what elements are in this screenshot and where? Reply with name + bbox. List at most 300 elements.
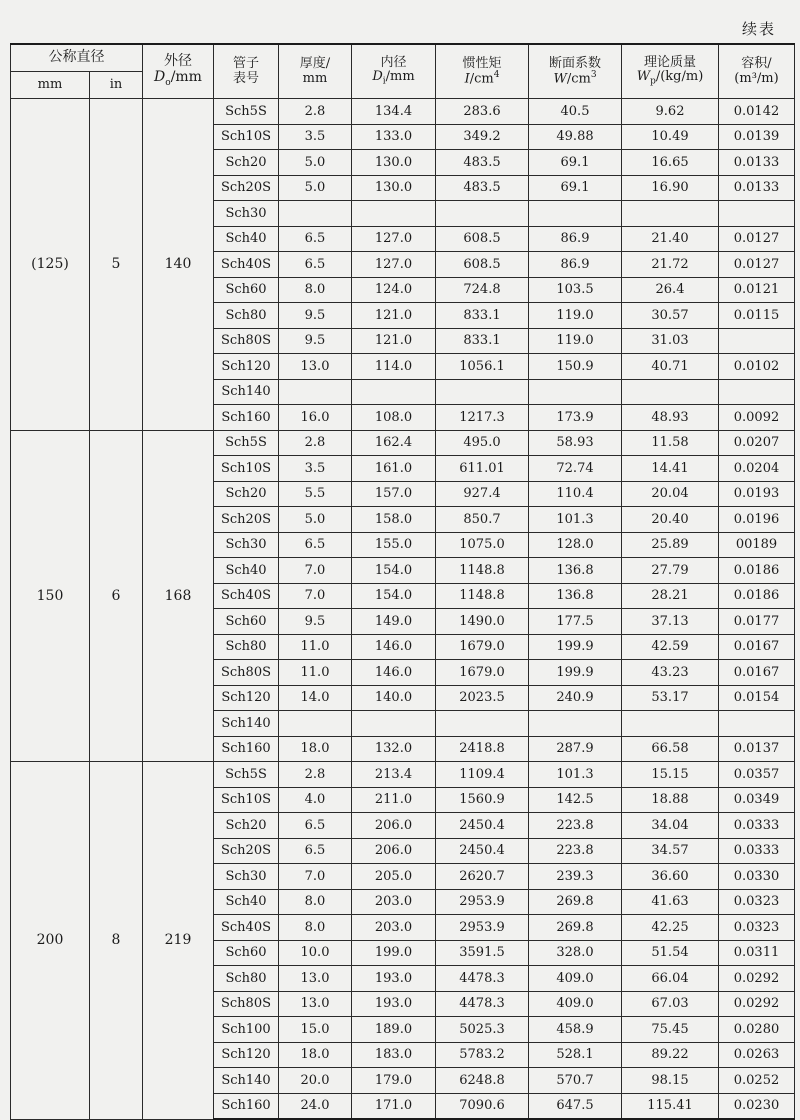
- cell-volume: 0.0121: [719, 277, 795, 303]
- cell-schedule: Sch40S: [214, 252, 279, 278]
- cell-inner-diameter: 211.0: [352, 787, 436, 813]
- cell-inertia: 2023.5: [436, 685, 529, 711]
- header-nominal-diameter: 公称直径: [11, 44, 143, 72]
- header-thickness: 厚度/ mm: [279, 44, 352, 99]
- cell-schedule: Sch5S: [214, 99, 279, 125]
- cell-inertia: 833.1: [436, 328, 529, 354]
- cell-inertia: 833.1: [436, 303, 529, 329]
- cell-thickness: 2.8: [279, 762, 352, 788]
- cell-thickness: 3.5: [279, 124, 352, 150]
- cell-volume: [719, 711, 795, 737]
- cell-mass: 37.13: [622, 609, 719, 635]
- cell-mass: 21.72: [622, 252, 719, 278]
- cell-thickness: 13.0: [279, 354, 352, 380]
- cell-mass: [622, 379, 719, 405]
- cell-section-modulus: 136.8: [529, 558, 622, 584]
- group-nominal-mm: (125): [11, 99, 90, 431]
- cell-mass: 53.17: [622, 685, 719, 711]
- cell-section-modulus: 647.5: [529, 1093, 622, 1119]
- cell-volume: 0.0167: [719, 634, 795, 660]
- cell-inner-diameter: 130.0: [352, 175, 436, 201]
- group-nominal-in: 5: [90, 99, 143, 431]
- cell-inertia: 850.7: [436, 507, 529, 533]
- cell-inner-diameter: 157.0: [352, 481, 436, 507]
- cell-thickness: 20.0: [279, 1068, 352, 1094]
- cell-mass: 48.93: [622, 405, 719, 431]
- cell-section-modulus: 69.1: [529, 175, 622, 201]
- cell-mass: 51.54: [622, 940, 719, 966]
- group-nominal-mm: 200: [11, 762, 90, 1120]
- cell-inertia: [436, 379, 529, 405]
- cell-section-modulus: 409.0: [529, 991, 622, 1017]
- cell-inertia: 1056.1: [436, 354, 529, 380]
- cell-volume: 0.0186: [719, 558, 795, 584]
- cell-mass: 20.04: [622, 481, 719, 507]
- cell-inner-diameter: 146.0: [352, 660, 436, 686]
- header-mm: mm: [11, 72, 90, 99]
- cell-volume: 0.0323: [719, 915, 795, 941]
- cell-mass: 10.49: [622, 124, 719, 150]
- cell-inner-diameter: 124.0: [352, 277, 436, 303]
- cell-inertia: 1148.8: [436, 558, 529, 584]
- cell-schedule: Sch40: [214, 558, 279, 584]
- cell-schedule: Sch80S: [214, 660, 279, 686]
- cell-inner-diameter: 206.0: [352, 838, 436, 864]
- cell-section-modulus: [529, 711, 622, 737]
- cell-section-modulus: 58.93: [529, 430, 622, 456]
- cell-mass: 16.65: [622, 150, 719, 176]
- cell-thickness: 9.5: [279, 609, 352, 635]
- cell-inertia: 4478.3: [436, 991, 529, 1017]
- cell-schedule: Sch160: [214, 736, 279, 762]
- group-nominal-mm: 150: [11, 430, 90, 762]
- cell-volume: 0.0142: [719, 99, 795, 125]
- cell-volume: 0.0349: [719, 787, 795, 813]
- cell-mass: 14.41: [622, 456, 719, 482]
- cell-mass: 20.40: [622, 507, 719, 533]
- cell-mass: 42.59: [622, 634, 719, 660]
- cell-section-modulus: 119.0: [529, 303, 622, 329]
- cell-inertia: 6248.8: [436, 1068, 529, 1094]
- cell-section-modulus: 223.8: [529, 813, 622, 839]
- cell-mass: 67.03: [622, 991, 719, 1017]
- cell-schedule: Sch160: [214, 1093, 279, 1119]
- cell-inner-diameter: 213.4: [352, 762, 436, 788]
- cell-mass: 98.15: [622, 1068, 719, 1094]
- group-nominal-in: 8: [90, 762, 143, 1120]
- cell-section-modulus: 136.8: [529, 583, 622, 609]
- header-section-modulus: 断面系数 $W/cm^3$: [529, 44, 622, 99]
- cell-mass: 43.23: [622, 660, 719, 686]
- cell-thickness: 2.8: [279, 99, 352, 125]
- cell-section-modulus: 101.3: [529, 762, 622, 788]
- cell-inertia: 7090.6: [436, 1093, 529, 1119]
- cell-schedule: Sch140: [214, 711, 279, 737]
- cell-thickness: 4.0: [279, 787, 352, 813]
- cell-thickness: 6.5: [279, 252, 352, 278]
- header-outer-diameter: 外径 $D_o/mm$: [143, 44, 214, 99]
- cell-schedule: Sch20S: [214, 175, 279, 201]
- cell-schedule: Sch20: [214, 481, 279, 507]
- cell-schedule: Sch20S: [214, 507, 279, 533]
- cell-thickness: 8.0: [279, 889, 352, 915]
- cell-thickness: 9.5: [279, 303, 352, 329]
- cell-section-modulus: [529, 379, 622, 405]
- cell-inertia: [436, 711, 529, 737]
- cell-schedule: Sch140: [214, 1068, 279, 1094]
- cell-inner-diameter: 193.0: [352, 966, 436, 992]
- cell-thickness: 15.0: [279, 1017, 352, 1043]
- cell-inertia: 1679.0: [436, 634, 529, 660]
- cell-thickness: 3.5: [279, 456, 352, 482]
- cell-mass: 16.90: [622, 175, 719, 201]
- cell-thickness: 5.0: [279, 507, 352, 533]
- cell-section-modulus: 570.7: [529, 1068, 622, 1094]
- cell-schedule: Sch160: [214, 405, 279, 431]
- cell-volume: 0.0252: [719, 1068, 795, 1094]
- cell-volume: 0.0127: [719, 252, 795, 278]
- cell-schedule: Sch60: [214, 609, 279, 635]
- cell-inertia: 611.01: [436, 456, 529, 482]
- header-inner-diameter: 内径 $D_i/mm$: [352, 44, 436, 99]
- cell-section-modulus: 142.5: [529, 787, 622, 813]
- cell-volume: 0.0139: [719, 124, 795, 150]
- cell-mass: 75.45: [622, 1017, 719, 1043]
- cell-thickness: 10.0: [279, 940, 352, 966]
- cell-volume: 0.0193: [719, 481, 795, 507]
- cell-section-modulus: 101.3: [529, 507, 622, 533]
- cell-inertia: 3591.5: [436, 940, 529, 966]
- cell-schedule: Sch80: [214, 966, 279, 992]
- cell-thickness: 8.0: [279, 915, 352, 941]
- cell-thickness: [279, 379, 352, 405]
- cell-schedule: Sch120: [214, 685, 279, 711]
- cell-volume: 0.0127: [719, 226, 795, 252]
- cell-schedule: Sch80: [214, 634, 279, 660]
- cell-thickness: [279, 201, 352, 227]
- cell-inner-diameter: 171.0: [352, 1093, 436, 1119]
- cell-inner-diameter: 146.0: [352, 634, 436, 660]
- cell-mass: 41.63: [622, 889, 719, 915]
- pipe-schedule-table: [10, 43, 795, 1120]
- cell-inertia: 2450.4: [436, 813, 529, 839]
- cell-volume: [719, 379, 795, 405]
- continued-label: 续表: [741, 20, 776, 38]
- cell-inertia: 927.4: [436, 481, 529, 507]
- header-pipe-schedule: 管子 表号: [214, 44, 279, 99]
- cell-schedule: Sch10S: [214, 787, 279, 813]
- cell-section-modulus: [529, 201, 622, 227]
- cell-inner-diameter: 162.4: [352, 430, 436, 456]
- cell-inertia: 283.6: [436, 99, 529, 125]
- cell-inertia: 2953.9: [436, 889, 529, 915]
- cell-schedule: Sch5S: [214, 430, 279, 456]
- cell-volume: 0.0102: [719, 354, 795, 380]
- cell-inertia: 1217.3: [436, 405, 529, 431]
- cell-volume: 0.0330: [719, 864, 795, 890]
- cell-section-modulus: 239.3: [529, 864, 622, 890]
- cell-inner-diameter: [352, 711, 436, 737]
- cell-thickness: 14.0: [279, 685, 352, 711]
- cell-section-modulus: 528.1: [529, 1042, 622, 1068]
- cell-inertia: 2620.7: [436, 864, 529, 890]
- cell-thickness: 6.5: [279, 813, 352, 839]
- cell-schedule: Sch10S: [214, 456, 279, 482]
- cell-inertia: 1109.4: [436, 762, 529, 788]
- cell-inner-diameter: 193.0: [352, 991, 436, 1017]
- cell-volume: 0.0204: [719, 456, 795, 482]
- cell-schedule: Sch60: [214, 277, 279, 303]
- cell-inertia: 724.8: [436, 277, 529, 303]
- cell-thickness: 7.0: [279, 864, 352, 890]
- cell-thickness: 5.0: [279, 150, 352, 176]
- cell-thickness: 11.0: [279, 660, 352, 686]
- cell-volume: 0.0186: [719, 583, 795, 609]
- cell-schedule: Sch80S: [214, 328, 279, 354]
- cell-mass: [622, 711, 719, 737]
- cell-inertia: 608.5: [436, 252, 529, 278]
- cell-schedule: Sch120: [214, 1042, 279, 1068]
- cell-mass: 9.62: [622, 99, 719, 125]
- cell-volume: [719, 328, 795, 354]
- cell-section-modulus: 199.9: [529, 660, 622, 686]
- cell-volume: 0.0115: [719, 303, 795, 329]
- cell-mass: 11.58: [622, 430, 719, 456]
- cell-thickness: 9.5: [279, 328, 352, 354]
- cell-section-modulus: 458.9: [529, 1017, 622, 1043]
- cell-thickness: 18.0: [279, 1042, 352, 1068]
- cell-thickness: 7.0: [279, 558, 352, 584]
- cell-inner-diameter: [352, 201, 436, 227]
- cell-thickness: 5.5: [279, 481, 352, 507]
- cell-schedule: Sch40: [214, 226, 279, 252]
- cell-thickness: 7.0: [279, 583, 352, 609]
- group-outer-diameter: 168: [143, 430, 214, 762]
- cell-section-modulus: 119.0: [529, 328, 622, 354]
- cell-section-modulus: 103.5: [529, 277, 622, 303]
- cell-volume: 0.0292: [719, 991, 795, 1017]
- cell-inner-diameter: 121.0: [352, 303, 436, 329]
- cell-volume: 0.0133: [719, 175, 795, 201]
- cell-section-modulus: 287.9: [529, 736, 622, 762]
- cell-schedule: Sch30: [214, 864, 279, 890]
- cell-inertia: 1490.0: [436, 609, 529, 635]
- cell-inertia: 1560.9: [436, 787, 529, 813]
- cell-section-modulus: 72.74: [529, 456, 622, 482]
- cell-schedule: Sch120: [214, 354, 279, 380]
- header-row-top: [11, 44, 795, 72]
- cell-volume: 0.0333: [719, 838, 795, 864]
- cell-section-modulus: 150.9: [529, 354, 622, 380]
- cell-volume: 0.0230: [719, 1093, 795, 1119]
- cell-inner-diameter: 205.0: [352, 864, 436, 890]
- cell-schedule: Sch140: [214, 379, 279, 405]
- cell-thickness: 13.0: [279, 966, 352, 992]
- cell-mass: 21.40: [622, 226, 719, 252]
- cell-section-modulus: 128.0: [529, 532, 622, 558]
- cell-inner-diameter: 189.0: [352, 1017, 436, 1043]
- cell-schedule: Sch10S: [214, 124, 279, 150]
- cell-volume: 0.0280: [719, 1017, 795, 1043]
- cell-section-modulus: 269.8: [529, 889, 622, 915]
- cell-mass: 34.57: [622, 838, 719, 864]
- cell-volume: 0.0133: [719, 150, 795, 176]
- cell-schedule: Sch20S: [214, 838, 279, 864]
- cell-inertia: 608.5: [436, 226, 529, 252]
- cell-inner-diameter: [352, 379, 436, 405]
- cell-section-modulus: 40.5: [529, 99, 622, 125]
- cell-mass: 42.25: [622, 915, 719, 941]
- cell-schedule: Sch30: [214, 201, 279, 227]
- cell-inertia: 5783.2: [436, 1042, 529, 1068]
- cell-volume: 0.0357: [719, 762, 795, 788]
- cell-inner-diameter: 133.0: [352, 124, 436, 150]
- cell-mass: 18.88: [622, 787, 719, 813]
- cell-inner-diameter: 121.0: [352, 328, 436, 354]
- cell-section-modulus: 86.9: [529, 252, 622, 278]
- cell-mass: 40.71: [622, 354, 719, 380]
- cell-inertia: 349.2: [436, 124, 529, 150]
- cell-section-modulus: 240.9: [529, 685, 622, 711]
- cell-volume: 0.0177: [719, 609, 795, 635]
- cell-inner-diameter: 206.0: [352, 813, 436, 839]
- cell-schedule: Sch40S: [214, 583, 279, 609]
- cell-inertia: 2953.9: [436, 915, 529, 941]
- cell-inner-diameter: 130.0: [352, 150, 436, 176]
- cell-schedule: Sch40: [214, 889, 279, 915]
- cell-schedule: Sch5S: [214, 762, 279, 788]
- cell-inner-diameter: 108.0: [352, 405, 436, 431]
- cell-volume: 0.0154: [719, 685, 795, 711]
- cell-inner-diameter: 161.0: [352, 456, 436, 482]
- header-moment-of-inertia: 惯性矩 $I/cm^4$: [436, 44, 529, 99]
- cell-volume: 0.0092: [719, 405, 795, 431]
- cell-inner-diameter: 203.0: [352, 889, 436, 915]
- cell-inertia: [436, 201, 529, 227]
- cell-volume: 0.0311: [719, 940, 795, 966]
- cell-thickness: 6.5: [279, 532, 352, 558]
- cell-inertia: 1075.0: [436, 532, 529, 558]
- cell-mass: 28.21: [622, 583, 719, 609]
- cell-volume: 0.0292: [719, 966, 795, 992]
- cell-inner-diameter: 149.0: [352, 609, 436, 635]
- cell-thickness: 13.0: [279, 991, 352, 1017]
- cell-section-modulus: 177.5: [529, 609, 622, 635]
- cell-inner-diameter: 179.0: [352, 1068, 436, 1094]
- cell-inner-diameter: 203.0: [352, 915, 436, 941]
- cell-inertia: 495.0: [436, 430, 529, 456]
- cell-schedule: Sch30: [214, 532, 279, 558]
- header-volume: 容积/ (m³/m): [719, 44, 795, 99]
- header-in: in: [90, 72, 143, 99]
- cell-thickness: 8.0: [279, 277, 352, 303]
- cell-volume: 0.0196: [719, 507, 795, 533]
- cell-inner-diameter: 158.0: [352, 507, 436, 533]
- header-theoretical-mass: 理论质量 $W_p/(kg/m)$: [622, 44, 719, 99]
- cell-inner-diameter: 127.0: [352, 226, 436, 252]
- cell-volume: 0.0207: [719, 430, 795, 456]
- cell-thickness: 6.5: [279, 838, 352, 864]
- group-nominal-in: 6: [90, 430, 143, 762]
- table-row: [11, 762, 795, 788]
- cell-thickness: 6.5: [279, 226, 352, 252]
- cell-schedule: Sch20: [214, 813, 279, 839]
- cell-mass: 27.79: [622, 558, 719, 584]
- cell-inertia: 483.5: [436, 175, 529, 201]
- cell-section-modulus: 328.0: [529, 940, 622, 966]
- cell-volume: 0.0333: [719, 813, 795, 839]
- cell-volume: 0.0263: [719, 1042, 795, 1068]
- cell-inertia: 1679.0: [436, 660, 529, 686]
- cell-schedule: Sch60: [214, 940, 279, 966]
- cell-thickness: 5.0: [279, 175, 352, 201]
- cell-inertia: 2418.8: [436, 736, 529, 762]
- cell-schedule: Sch20: [214, 150, 279, 176]
- cell-volume: 0.0137: [719, 736, 795, 762]
- cell-volume: [719, 201, 795, 227]
- cell-mass: 66.04: [622, 966, 719, 992]
- cell-mass: 31.03: [622, 328, 719, 354]
- group-outer-diameter: 219: [143, 762, 214, 1120]
- cell-mass: 26.4: [622, 277, 719, 303]
- cell-inertia: 1148.8: [436, 583, 529, 609]
- cell-thickness: 18.0: [279, 736, 352, 762]
- table-body: [11, 99, 795, 1120]
- cell-mass: 115.41: [622, 1093, 719, 1119]
- cell-thickness: 2.8: [279, 430, 352, 456]
- cell-mass: 34.04: [622, 813, 719, 839]
- cell-volume: 0.0167: [719, 660, 795, 686]
- cell-mass: 36.60: [622, 864, 719, 890]
- cell-section-modulus: 49.88: [529, 124, 622, 150]
- cell-inner-diameter: 155.0: [352, 532, 436, 558]
- cell-inner-diameter: 199.0: [352, 940, 436, 966]
- cell-volume: 0.0323: [719, 889, 795, 915]
- cell-schedule: Sch40S: [214, 915, 279, 941]
- cell-mass: [622, 201, 719, 227]
- cell-section-modulus: 199.9: [529, 634, 622, 660]
- cell-thickness: 16.0: [279, 405, 352, 431]
- cell-inner-diameter: 114.0: [352, 354, 436, 380]
- cell-thickness: 11.0: [279, 634, 352, 660]
- cell-section-modulus: 173.9: [529, 405, 622, 431]
- cell-section-modulus: 86.9: [529, 226, 622, 252]
- cell-inertia: 5025.3: [436, 1017, 529, 1043]
- cell-section-modulus: 269.8: [529, 915, 622, 941]
- cell-inner-diameter: 127.0: [352, 252, 436, 278]
- cell-inertia: 2450.4: [436, 838, 529, 864]
- cell-inner-diameter: 154.0: [352, 558, 436, 584]
- cell-schedule: Sch100: [214, 1017, 279, 1043]
- cell-inertia: 483.5: [436, 150, 529, 176]
- cell-section-modulus: 223.8: [529, 838, 622, 864]
- cell-mass: 30.57: [622, 303, 719, 329]
- table-row: [11, 99, 795, 125]
- cell-mass: 15.15: [622, 762, 719, 788]
- cell-mass: 66.58: [622, 736, 719, 762]
- cell-thickness: 24.0: [279, 1093, 352, 1119]
- cell-mass: 89.22: [622, 1042, 719, 1068]
- cell-section-modulus: 69.1: [529, 150, 622, 176]
- cell-schedule: Sch80: [214, 303, 279, 329]
- cell-thickness: [279, 711, 352, 737]
- group-outer-diameter: 140: [143, 99, 214, 431]
- table-row: [11, 430, 795, 456]
- cell-schedule: Sch80S: [214, 991, 279, 1017]
- cell-inner-diameter: 132.0: [352, 736, 436, 762]
- cell-inner-diameter: 183.0: [352, 1042, 436, 1068]
- cell-volume: 00189: [719, 532, 795, 558]
